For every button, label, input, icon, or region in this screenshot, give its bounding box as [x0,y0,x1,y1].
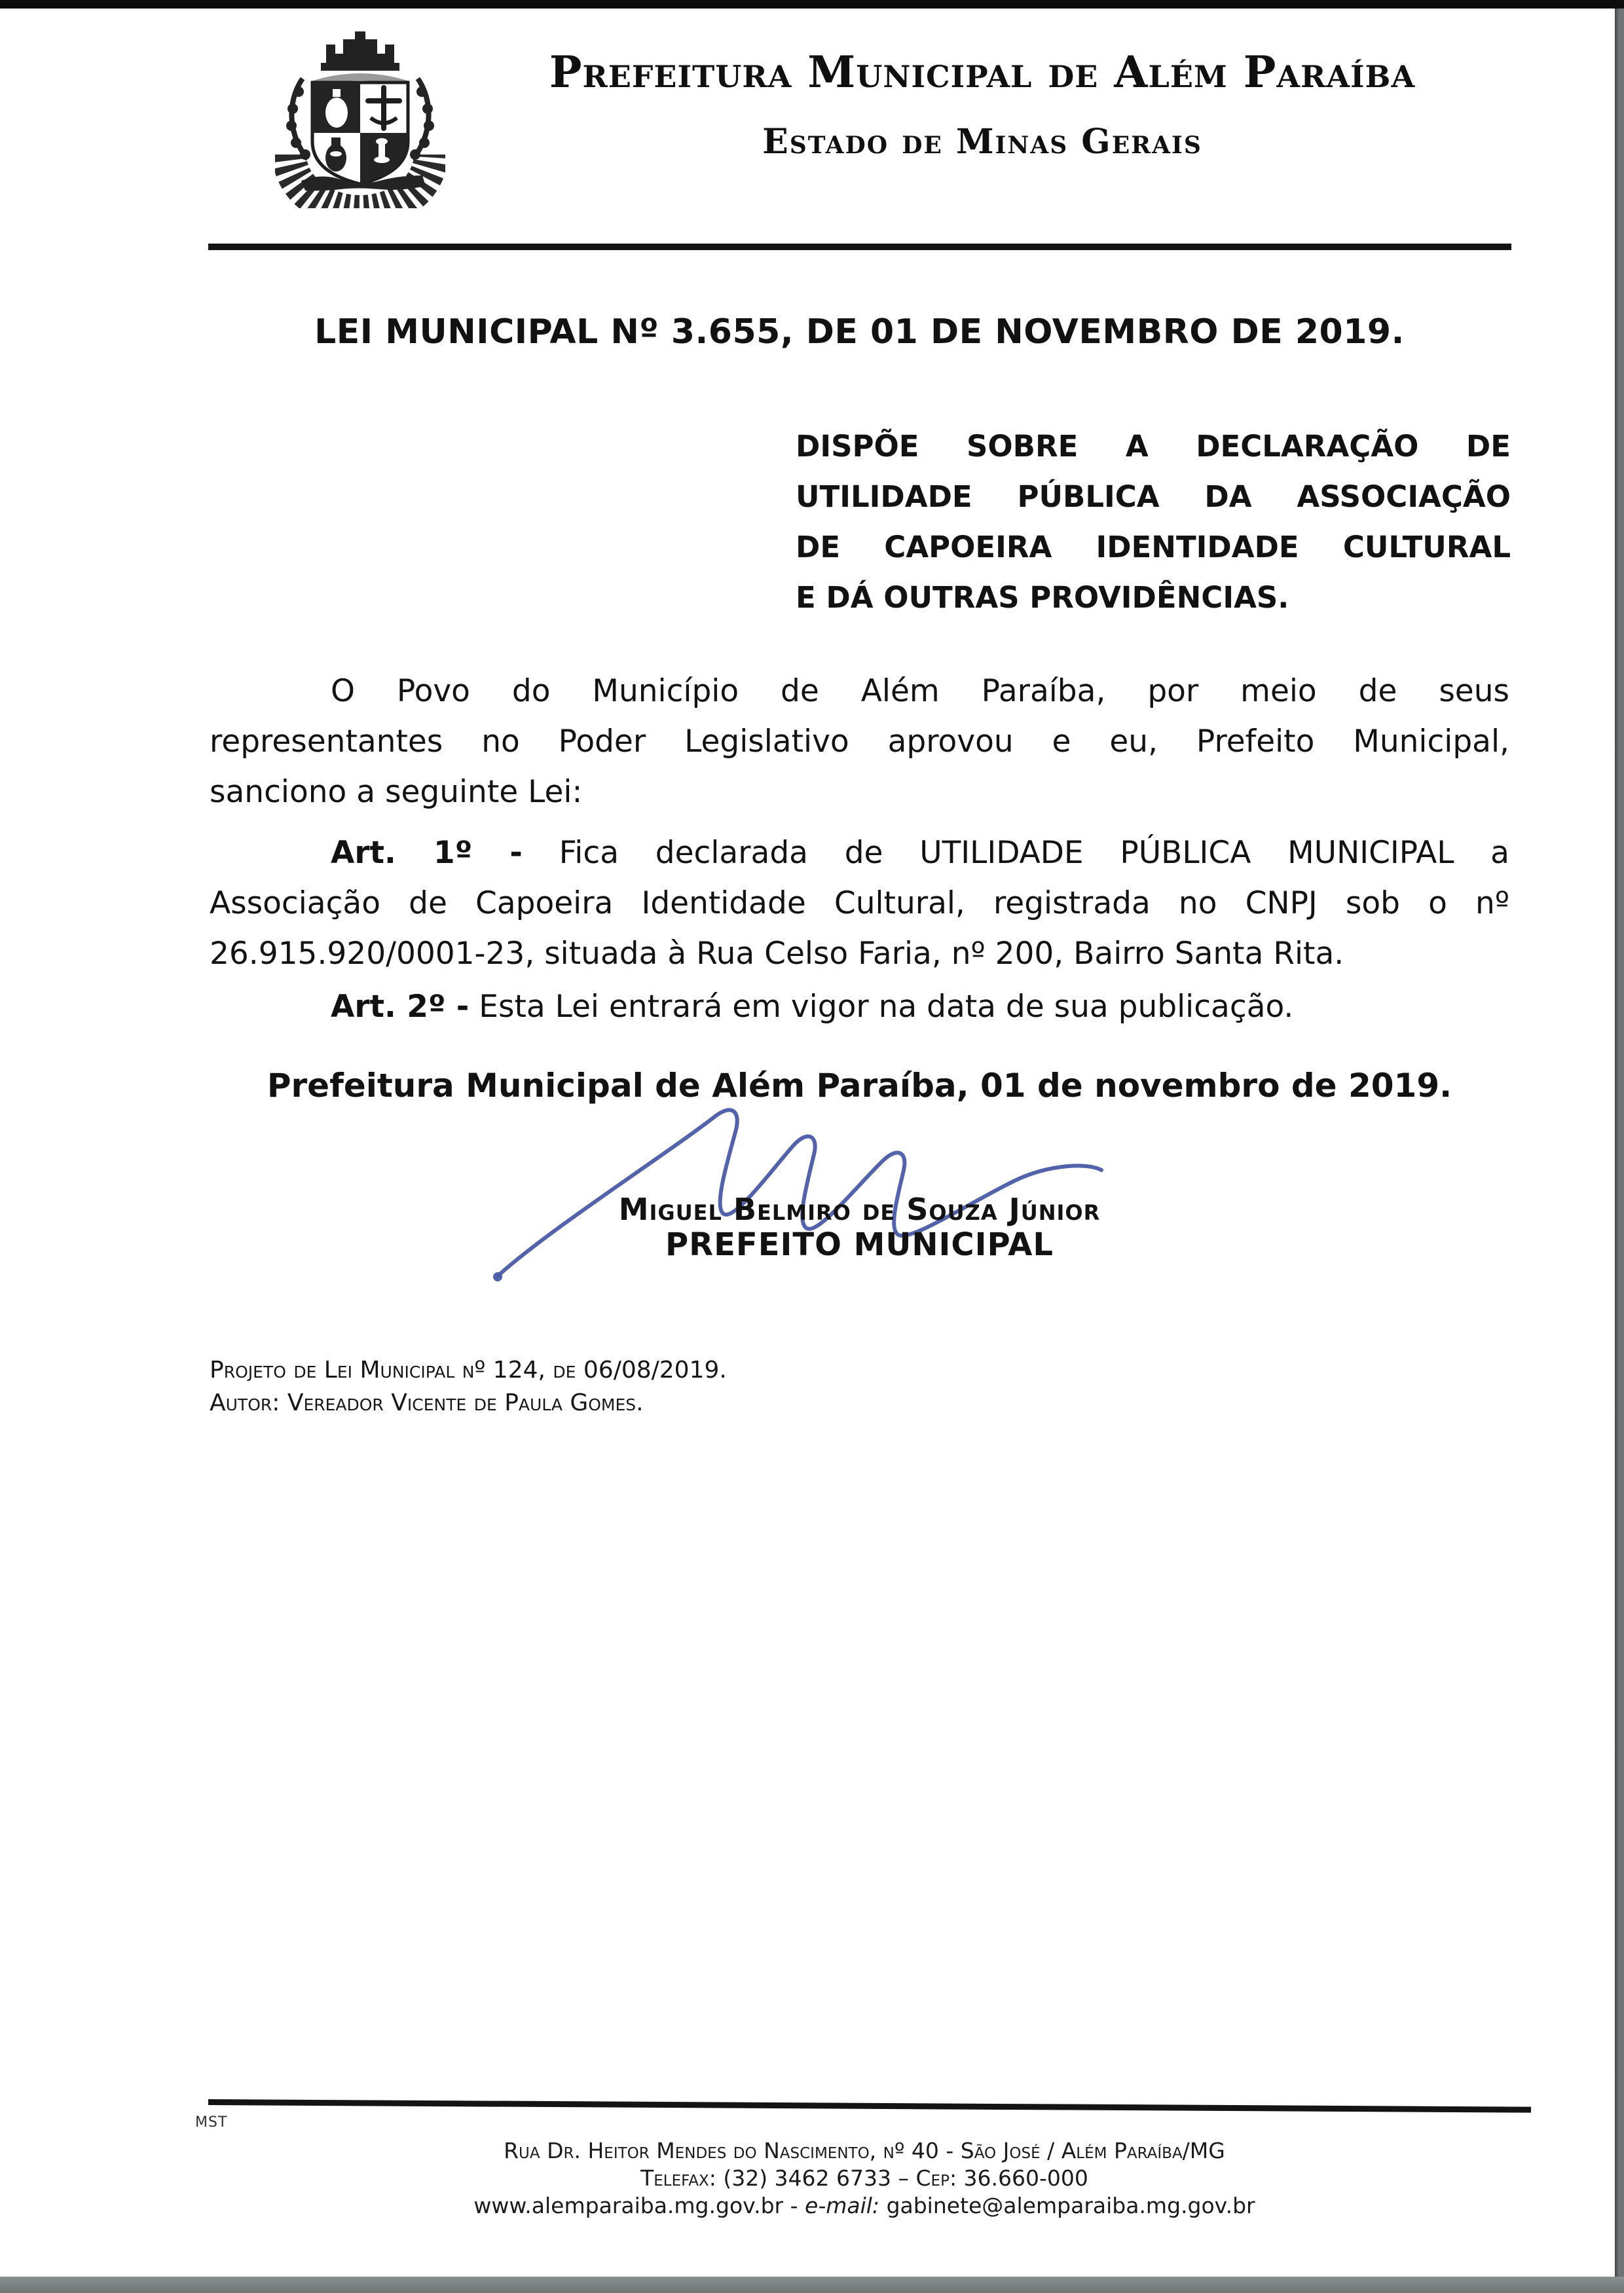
article-2-line [210,981,1509,1032]
org-state: Estado de Minas Gerais [762,122,1202,162]
footer-address: Rua Dr. Heitor Mendes do Nascimento, nº 40 - São José / Além Paraíba/MG [504,2138,1225,2163]
article-2 [210,981,1509,1032]
preamble-line: representantes no Poder Legislativo aprovou e eu, Prefeito Municipal, [210,724,1509,760]
footer [210,2137,1519,2220]
coat-of-arms-icon [275,25,445,208]
date-line: Prefeitura Municipal de Além Paraíba, 01 de novembro de 2019. [267,1067,1452,1105]
signer-role: PREFEITO MUNICIPAL [665,1226,1054,1263]
footer-telefax: Telefax: (32) 3462 6733 – Cep: 36.660-000 [640,2165,1088,2191]
article-1 [210,828,1509,979]
article-1-label: Art. 1º - [331,835,523,871]
law-summary-line: DE CAPOEIRA IDENTIDADE CULTURAL [796,530,1511,564]
law-author-note: Autor: Vereador Vicente de Paula Gomes. [210,1389,644,1416]
law-notes [210,1354,727,1420]
preamble-line: O Povo do Município de Além Paraíba, por meio de seus [331,673,1509,709]
article-1-line: Associação de Capoeira Identidade Cultural, registrada no CNPJ sob o nº [210,885,1509,921]
scan-edge-top [0,0,1624,9]
preamble [210,666,1509,817]
article-1-line [210,828,1509,878]
article-1-text: Fica declarada de UTILIDADE PÚBLICA MUNICIPAL a [559,835,1509,871]
letterhead [458,47,1506,162]
preamble-line: sanciono a seguinte Lei: [210,774,583,810]
scan-edge-right [1615,9,1624,2277]
article-1-line: 26.915.920/0001-23, situada à Rua Celso Faria, nº 200, Bairro Santa Rita. [210,936,1344,972]
law-project-note: Projeto de Lei Municipal nº 124, de 06/08/2019. [210,1357,727,1384]
law-title: LEI MUNICIPAL Nº 3.655, DE 01 DE NOVEMBRO DE 2019. [314,312,1405,352]
letterhead-rule [208,244,1511,250]
footer-email-label: e-mail: [805,2193,880,2218]
footer-email-address: gabinete@alemparaiba.mg.gov.br [886,2193,1255,2218]
footer-rule [208,2099,1531,2113]
law-summary-line: DISPÕE SOBRE A DECLARAÇÃO DE [796,429,1511,464]
scan-edge-bottom [0,2277,1624,2293]
law-summary-line: E DÁ OUTRAS PROVIDÊNCIAS. [796,580,1289,615]
law-summary-line: UTILIDADE PÚBLICA DA ASSOCIAÇÃO [796,479,1511,514]
article-2-label: Art. 2º - [331,989,470,1025]
footer-website [210,2192,1519,2220]
article-2-text: Esta Lei entrará em vigor na data de sua publicação. [479,989,1294,1025]
org-name: Prefeitura Municipal de Além Paraíba [549,46,1416,98]
law-summary [796,421,1511,623]
signer-name: Miguel Belmiro de Souza Júnior [618,1192,1101,1227]
footer-website-url: www.alemparaiba.mg.gov.br - [473,2193,798,2218]
scan-initials: MST [195,2114,228,2131]
